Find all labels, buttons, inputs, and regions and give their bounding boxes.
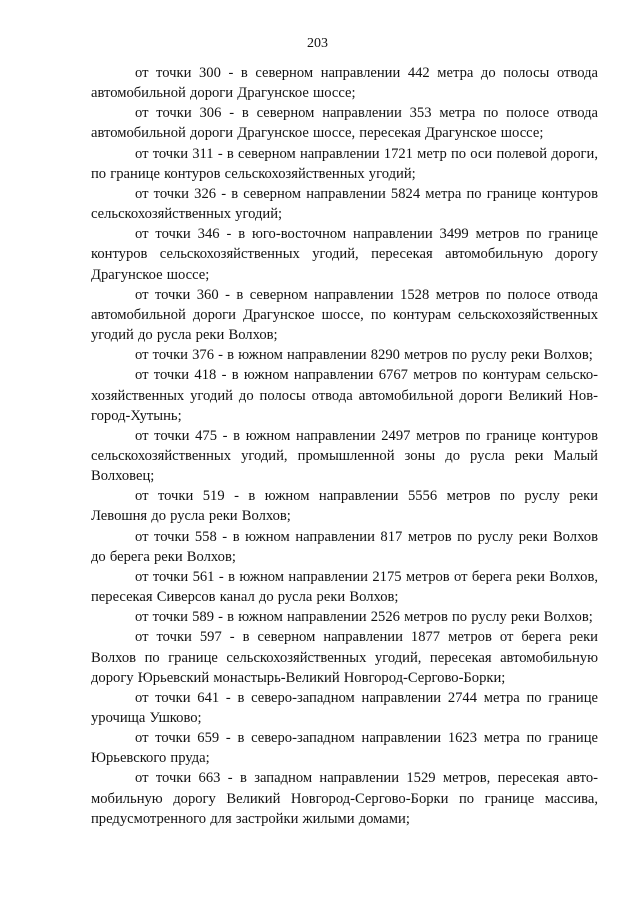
paragraph: от точки 561 - в южном направлении 2175 метров от берега реки Волхов, пересекая Сиверсов канал до русла реки Волхов; xyxy=(91,568,598,606)
paragraph: от точки 641 - в северо-западном направлении 2744 метра по границе урочища Ушково; xyxy=(91,689,598,726)
page-number: 203 xyxy=(307,36,328,51)
paragraph: от точки 311 - в северном направлении 1721 метр по оси полевой дороги, по границе контуров сельскохозяйственных угодий; xyxy=(91,145,598,182)
paragraph: от точки 306 - в северном направлении 353 метра по полосе отвода автомобильной дороги Драгунское шоссе, пересекая Драгунское шоссе; xyxy=(91,105,598,142)
paragraph: от точки 300 - в северном направлении 442 метра до полосы отвода автомобильной дороги Драгунское шоссе; xyxy=(91,65,598,102)
paragraph: от точки 346 - в юго-восточном направлении 3499 метров по границе контуров сельскохозяйственных угодий, пересекая автомобильную дорогу Драгунское шоссе; xyxy=(91,226,598,283)
paragraph: от точки 558 - в южном направлении 817 метров по руслу реки Волхов до берега реки Волхов; xyxy=(91,528,598,565)
paragraph: от точки 659 - в северо-западном направлении 1623 метра по границе Юрьевского пруда; xyxy=(91,730,598,767)
paragraph: от точки 326 - в северном направлении 5824 метра по границе контуров сельскохозяйственных угодий; xyxy=(91,185,598,223)
paragraph: от точки 589 - в южном направлении 2526 метров по руслу реки Волхов; xyxy=(135,609,593,626)
paragraph: от точки 475 - в южном направлении 2497 метров по границе контуров сельскохозяйственных угодий, промышленной зоны до русла реки Малый Волховец; xyxy=(91,427,598,485)
document-body xyxy=(91,63,598,829)
paragraph: от точки 360 - в северном направлении 1528 метров по полосе отвода автомобильной дороги Драгунское шоссе, по контурам сельскохозяйственных угодий до русла реки Волхов; xyxy=(91,286,598,344)
paragraph: от точки 663 - в западном направлении 1529 метров, пересекая автомобильную дорогу Великий Новгород-Сергово-Борки по границе массива, предусмотренного для застройки жилыми домами; xyxy=(91,770,598,827)
paragraph: от точки 519 - в южном направлении 5556 метров по руслу реки Левошня до русла реки Волхов; xyxy=(91,488,598,525)
paragraph: от точки 376 - в южном направлении 8290 метров по руслу реки Волхов; xyxy=(135,347,593,364)
paragraph: от точки 597 - в северном направлении 1877 метров от берега реки Волхов по границе сельскохозяйственных угодий, пересекая автомобильную дорогу Юрьевский монастырь-Великий Новгород-Сергово-Борки; xyxy=(91,629,598,686)
paragraph: от точки 418 - в южном направлении 6767 метров по контурам сельскохозяйственных угодий до полосы отвода автомобильной дороги Великий Новгород-Хутынь; xyxy=(91,367,598,424)
